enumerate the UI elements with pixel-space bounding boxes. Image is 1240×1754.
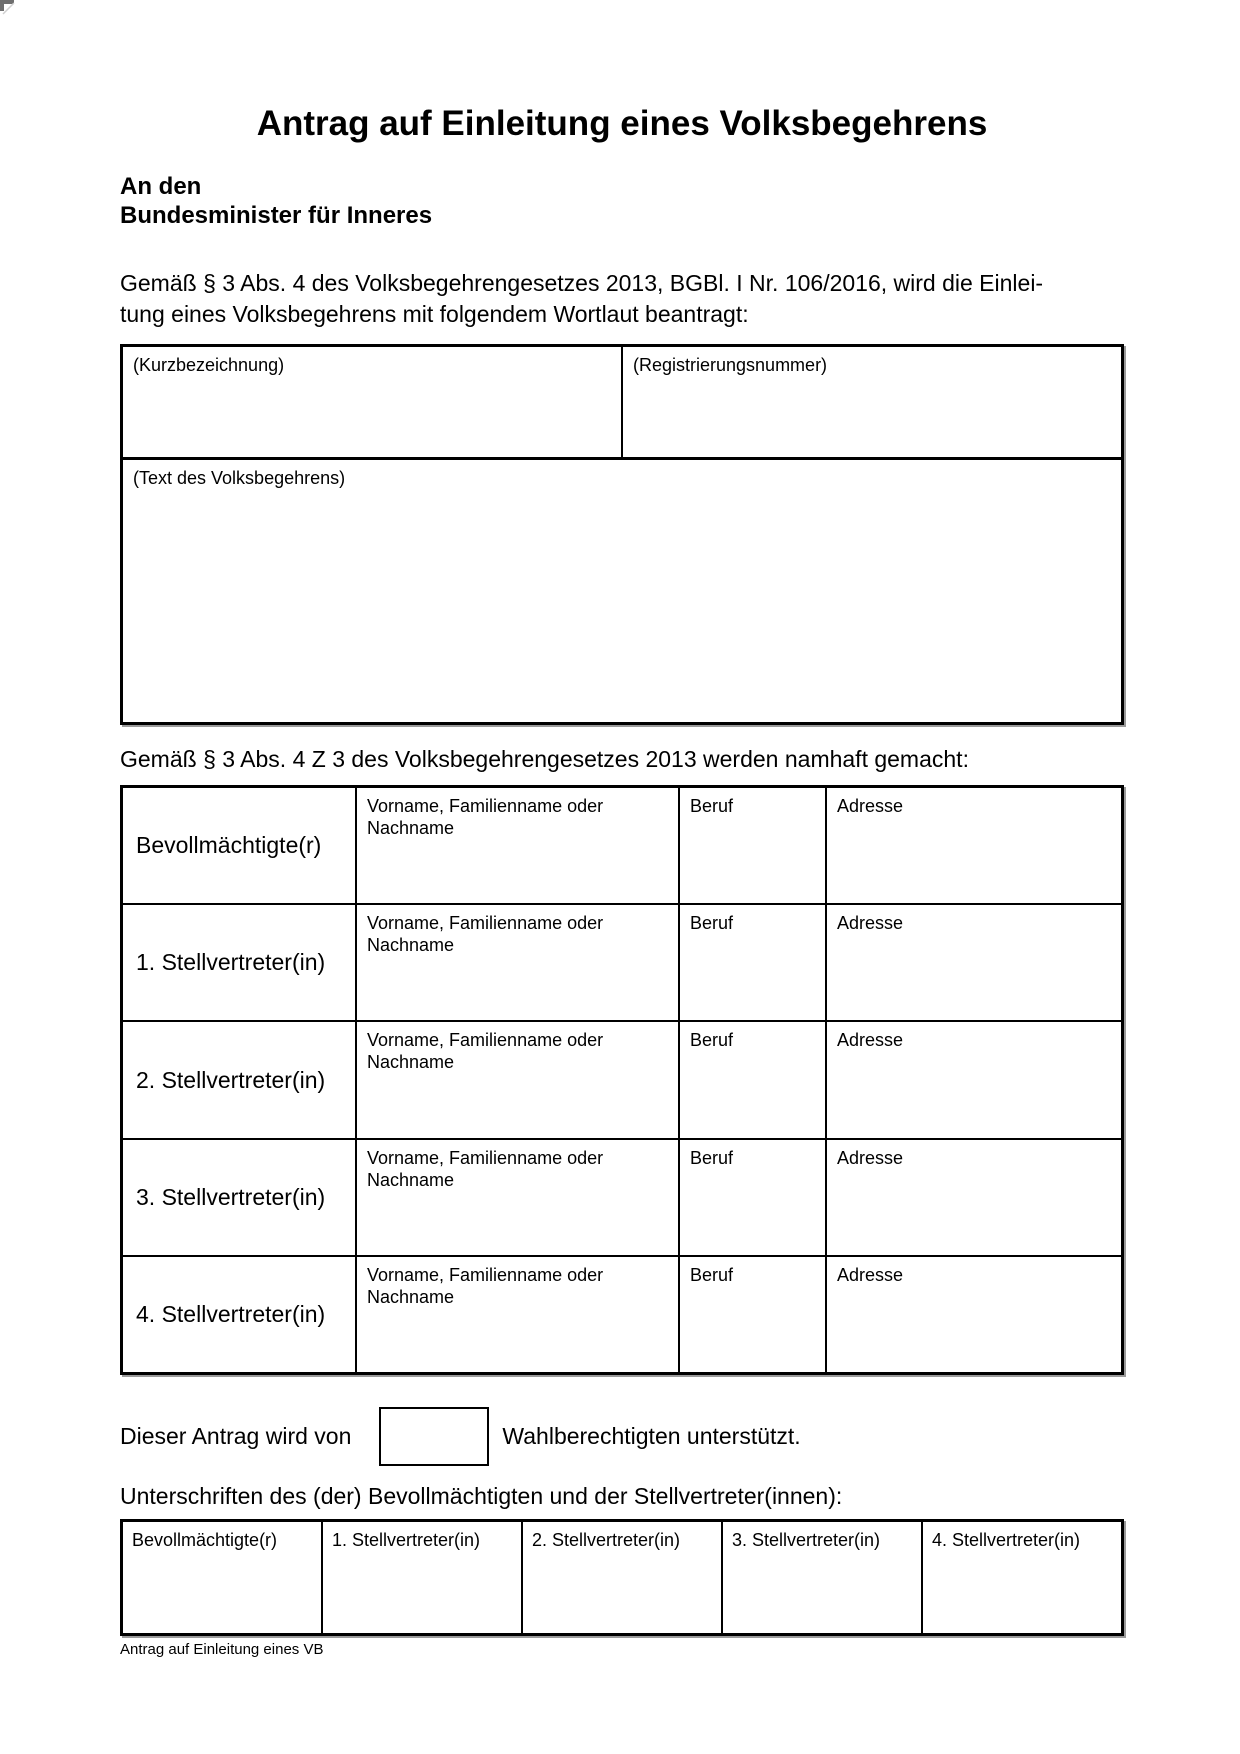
intro-line-1: Gemäß § 3 Abs. 4 des Volksbegehrengesetzes 2013, BGBl. I Nr. 106/2016, wird die Einlei- xyxy=(120,270,1044,296)
registration-number-input-area[interactable] xyxy=(633,376,1111,416)
signature-column-header: 3. Stellvertreter(in) xyxy=(732,1530,881,1550)
profession-input-area[interactable] xyxy=(690,1286,815,1326)
row-label: Bevollmächtigte(r) xyxy=(123,788,357,903)
intro-line-2: tung eines Volksbegehrens mit folgendem Wortlaut beantragt: xyxy=(120,301,749,327)
profession-input-area[interactable] xyxy=(690,1051,815,1091)
signature-cell-stellvertreter-3[interactable] xyxy=(723,1522,923,1633)
signatures-heading: Unterschriften des (der) Bevollmächtigten und der Stellvertreter(innen): xyxy=(120,1483,843,1509)
page-title: Antrag auf Einleitung eines Volksbegehrens xyxy=(256,104,988,143)
row-label: 4. Stellvertreter(in) xyxy=(123,1257,357,1372)
row-label: 1. Stellvertreter(in) xyxy=(123,905,357,1020)
profession-cell[interactable] xyxy=(680,1022,827,1137)
support-count-line xyxy=(120,1404,1124,1469)
name-column-header: Vorname, Familienname oder Nachname xyxy=(367,1030,604,1073)
name-input-area[interactable] xyxy=(367,1308,668,1348)
address-column-header: Adresse xyxy=(837,1147,904,1168)
profession-input-area[interactable] xyxy=(690,934,815,974)
table-row-bevollmaechtigter xyxy=(123,788,1121,905)
address-input-area[interactable] xyxy=(837,1286,1111,1326)
support-text-after: Wahlberechtigten unterstützt. xyxy=(502,1423,801,1449)
support-text-before: Dieser Antrag wird von xyxy=(120,1423,352,1449)
referendum-text-cell[interactable] xyxy=(123,460,1121,722)
signature-input-area[interactable] xyxy=(932,1551,1112,1591)
row-label: 2. Stellvertreter(in) xyxy=(123,1022,357,1137)
name-column-header: Vorname, Familienname oder Nachname xyxy=(367,913,604,956)
signature-column-header: 2. Stellvertreter(in) xyxy=(532,1530,681,1550)
name-input-area[interactable] xyxy=(367,956,668,996)
address-column-header: Adresse xyxy=(837,1030,904,1051)
name-input-area[interactable] xyxy=(367,1191,668,1231)
profession-column-header: Beruf xyxy=(690,1030,734,1051)
signature-cell-bevollmaechtigter[interactable] xyxy=(123,1522,323,1633)
address-input-area[interactable] xyxy=(837,934,1111,974)
address-input-area[interactable] xyxy=(837,1051,1111,1091)
name-input-area[interactable] xyxy=(367,1073,668,1113)
address-cell[interactable] xyxy=(827,1022,1121,1137)
address-column-header: Adresse xyxy=(837,913,904,934)
table-row-stellvertreter-1 xyxy=(123,905,1121,1022)
profession-column-header: Beruf xyxy=(690,796,734,816)
short-name-cell[interactable] xyxy=(123,347,623,457)
profession-column-header: Beruf xyxy=(690,1264,734,1285)
signature-input-area[interactable] xyxy=(532,1551,712,1591)
representatives-table xyxy=(120,785,1124,1375)
table-row-stellvertreter-3 xyxy=(123,1140,1121,1257)
signature-input-area[interactable] xyxy=(132,1551,312,1591)
signature-column-header: Bevollmächtigte(r) xyxy=(132,1530,278,1550)
name-column-header: Vorname, Familienname oder Nachname xyxy=(367,1147,604,1190)
table-row-stellvertreter-4 xyxy=(123,1257,1121,1372)
signature-cell-stellvertreter-4[interactable] xyxy=(923,1522,1121,1633)
address-input-area[interactable] xyxy=(837,1169,1111,1209)
intro-paragraph xyxy=(120,268,1130,330)
address-column-header: Adresse xyxy=(837,796,904,816)
wording-box-header-row xyxy=(123,347,1121,460)
signature-input-area[interactable] xyxy=(332,1551,512,1591)
address-input-area[interactable] xyxy=(837,817,1111,857)
signature-cell-stellvertreter-2[interactable] xyxy=(523,1522,723,1633)
referendum-text-input-area[interactable] xyxy=(133,489,1111,529)
profession-cell[interactable] xyxy=(680,788,827,903)
name-cell[interactable] xyxy=(357,1140,680,1255)
address-column-header: Adresse xyxy=(837,1264,904,1285)
registration-number-cell[interactable] xyxy=(623,347,1121,457)
name-cell[interactable] xyxy=(357,1022,680,1137)
recipient-block xyxy=(120,172,432,230)
address-cell[interactable] xyxy=(827,905,1121,1020)
name-column-header: Vorname, Familienname oder Nachname xyxy=(367,1264,604,1307)
name-input-area[interactable] xyxy=(367,839,668,879)
name-cell[interactable] xyxy=(357,905,680,1020)
short-name-label: (Kurzbezeichnung) xyxy=(133,355,285,375)
profession-column-header: Beruf xyxy=(690,913,734,934)
profession-input-area[interactable] xyxy=(690,817,815,857)
representatives-heading: Gemäß § 3 Abs. 4 Z 3 des Volksbegehrengesetzes 2013 werden namhaft gemacht: xyxy=(120,746,969,772)
table-row-stellvertreter-2 xyxy=(123,1022,1121,1139)
address-cell[interactable] xyxy=(827,1140,1121,1255)
page-corner-mark-icon xyxy=(0,0,18,18)
profession-input-area[interactable] xyxy=(690,1169,815,1209)
signatures-table xyxy=(120,1519,1124,1636)
profession-cell[interactable] xyxy=(680,1257,827,1372)
address-cell[interactable] xyxy=(827,1257,1121,1372)
signature-column-header: 1. Stellvertreter(in) xyxy=(332,1530,481,1550)
signature-cell-stellvertreter-1[interactable] xyxy=(323,1522,523,1633)
recipient-line-1: An den xyxy=(120,173,202,200)
name-cell[interactable] xyxy=(357,788,680,903)
row-label: 3. Stellvertreter(in) xyxy=(123,1140,357,1255)
signature-column-header: 4. Stellvertreter(in) xyxy=(932,1530,1081,1550)
footer-form-id: Antrag auf Einleitung eines VB xyxy=(120,1641,324,1658)
support-count-input[interactable] xyxy=(379,1407,489,1466)
profession-cell[interactable] xyxy=(680,1140,827,1255)
registration-number-label: (Registrierungsnummer) xyxy=(633,355,828,375)
short-name-input-area[interactable] xyxy=(133,376,611,416)
signature-input-area[interactable] xyxy=(732,1551,912,1591)
name-cell[interactable] xyxy=(357,1257,680,1372)
profession-column-header: Beruf xyxy=(690,1147,734,1168)
wording-box xyxy=(120,344,1124,725)
name-column-header: Vorname, Familienname oder Nachname xyxy=(367,796,604,838)
address-cell[interactable] xyxy=(827,788,1121,903)
profession-cell[interactable] xyxy=(680,905,827,1020)
referendum-text-label: (Text des Volksbegehrens) xyxy=(133,468,346,488)
recipient-line-2: Bundesminister für Inneres xyxy=(120,202,433,229)
